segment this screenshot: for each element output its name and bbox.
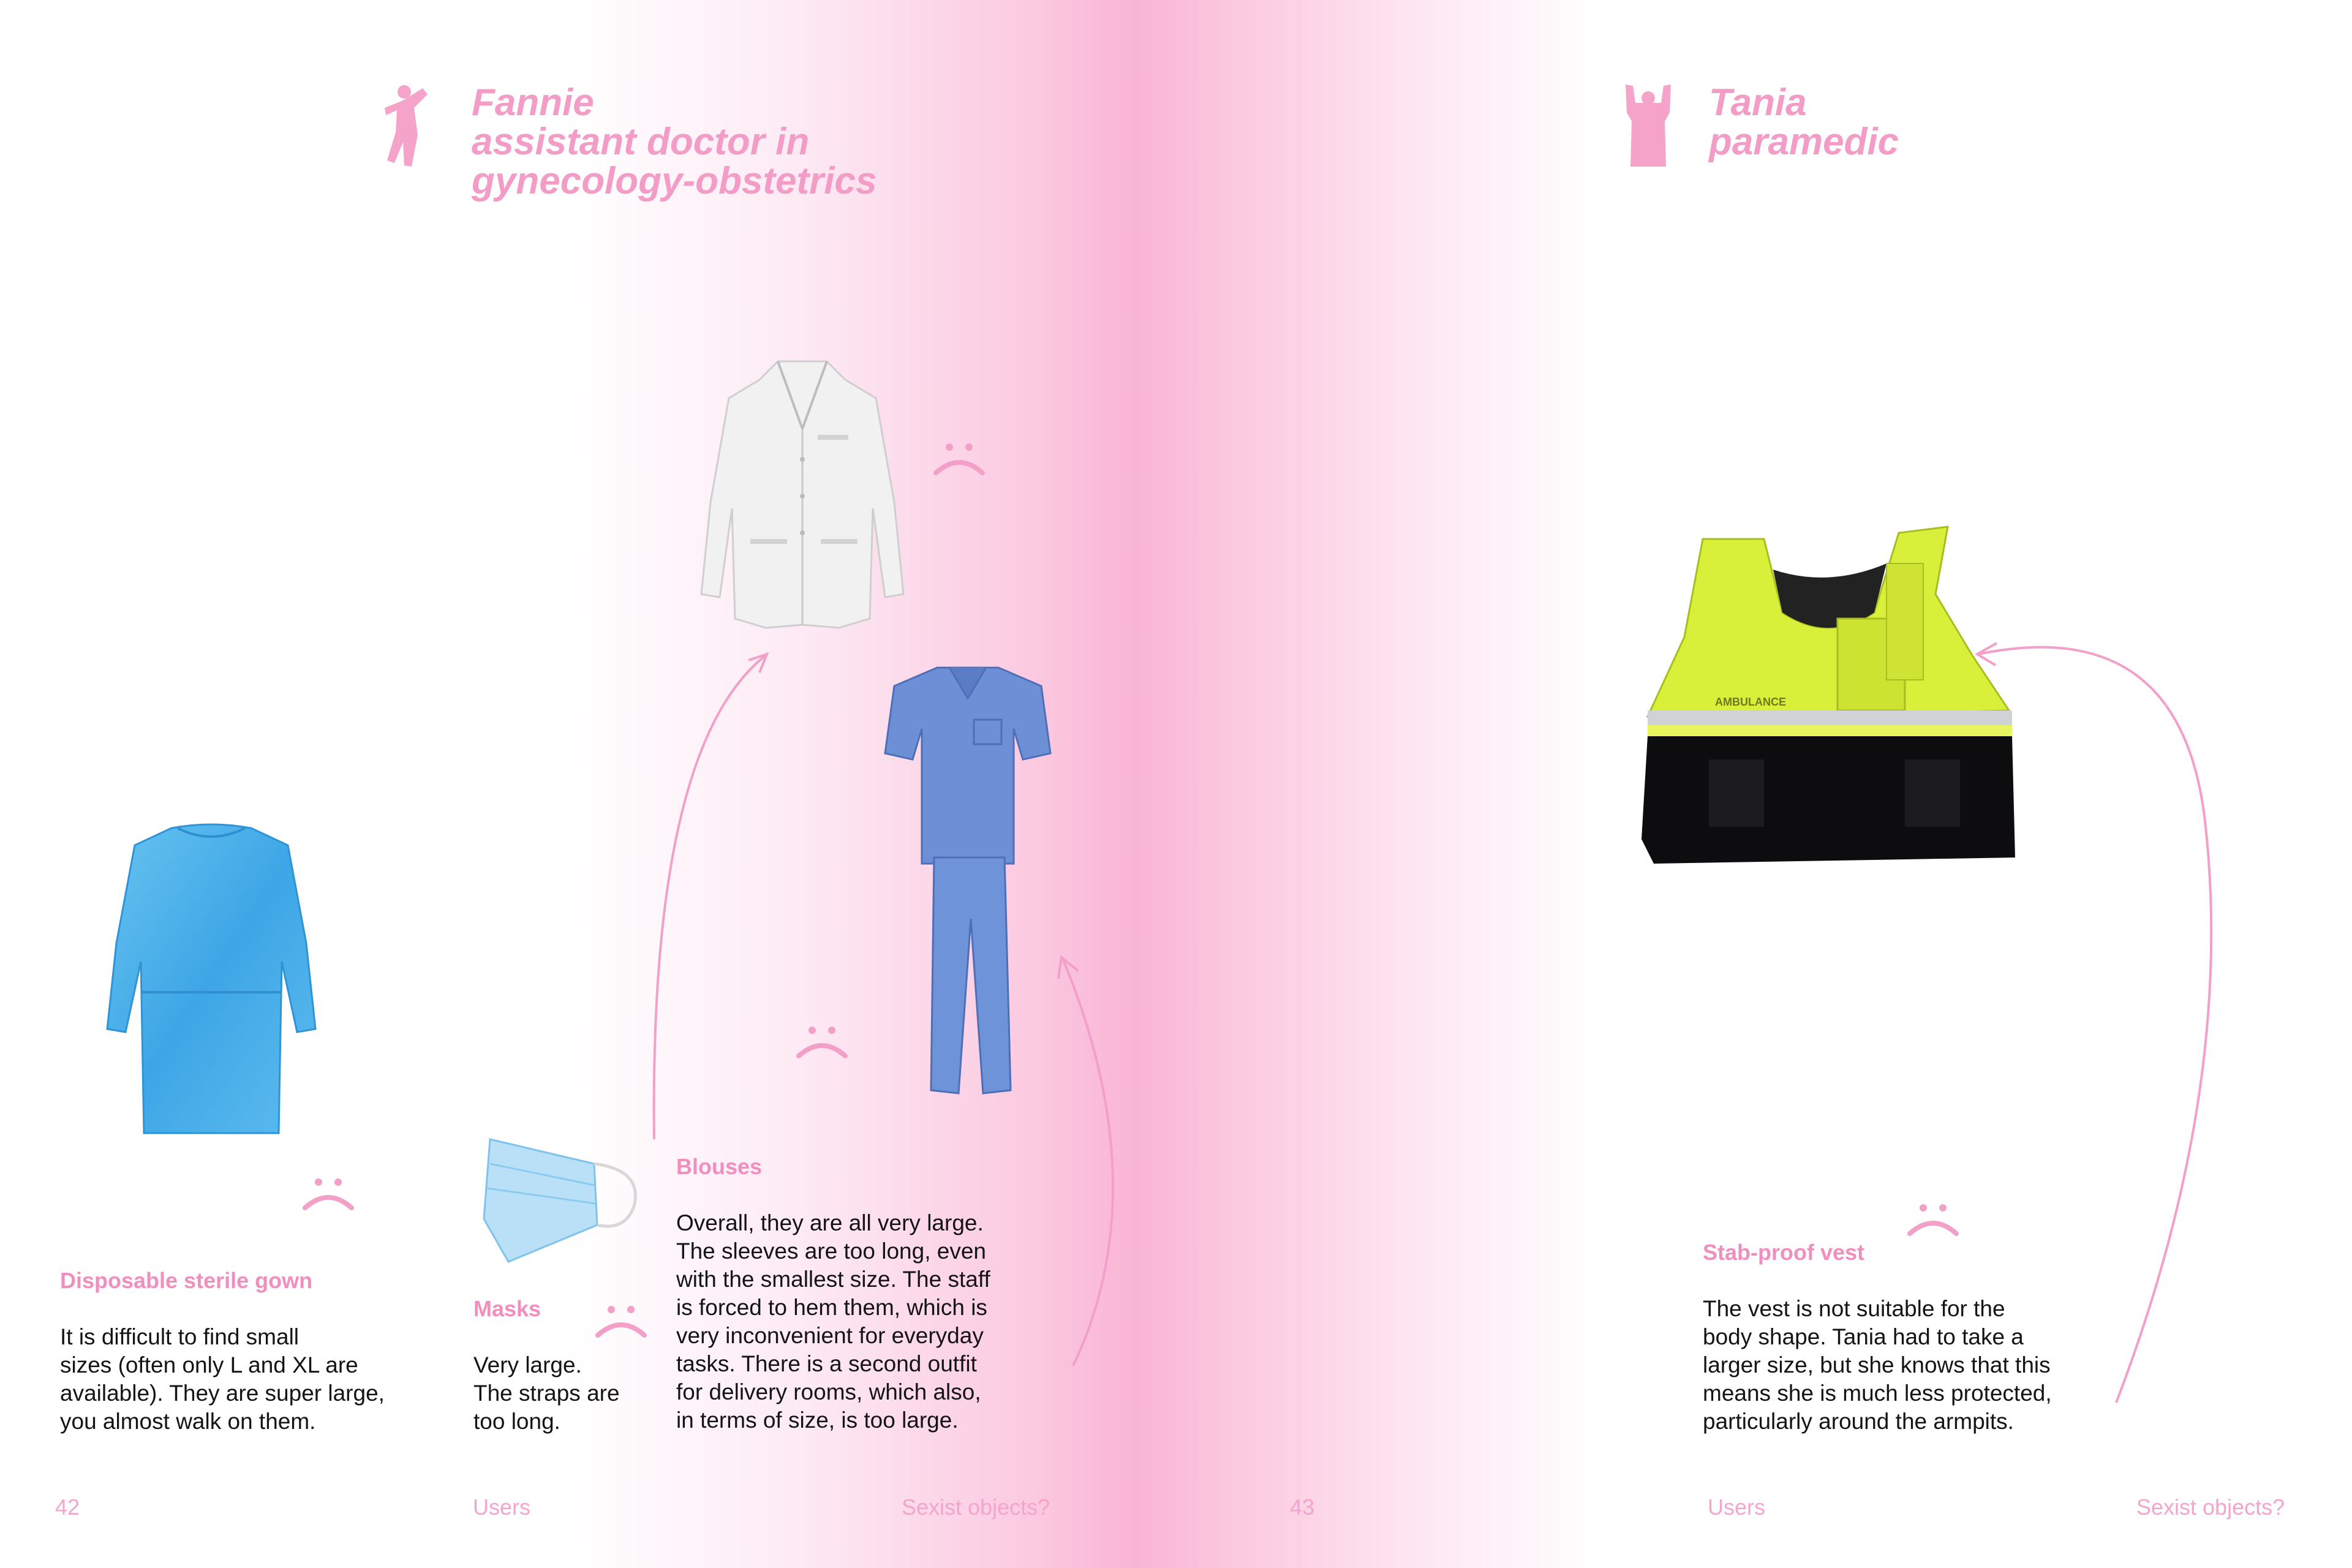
masks-label: Masks	[473, 1296, 541, 1321]
text-line: sizes (often only L and XL are	[60, 1352, 358, 1378]
text-line: in terms of size, is too large.	[676, 1408, 959, 1433]
text-line: available). They are super large,	[60, 1381, 385, 1406]
text-line: Very large.	[473, 1352, 582, 1378]
text-line: very inconvenient for everyday	[676, 1323, 984, 1348]
text-line: tasks. There is a second outfit	[676, 1351, 977, 1376]
title-line: gynecology-obstetrics	[472, 160, 877, 202]
section-name: Users	[473, 1494, 531, 1520]
text-line: for delivery rooms, which also,	[676, 1379, 981, 1404]
title-line: paramedic	[1709, 121, 1899, 163]
text-line: too long.	[473, 1409, 560, 1434]
text-line: you almost walk on them.	[60, 1409, 316, 1434]
text-line: particularly around the armpits.	[1703, 1409, 2014, 1434]
page-number: 43	[1290, 1494, 1315, 1520]
vest-description	[1703, 1295, 2052, 1436]
text-line: with the smallest size. The staff	[676, 1267, 990, 1292]
page-number: 42	[55, 1494, 80, 1520]
text-line: body shape. Tania had to take a	[1703, 1324, 2024, 1349]
blouses-label: Blouses	[676, 1154, 763, 1179]
text-line: It is difficult to find small	[60, 1324, 300, 1349]
book-title: Sexist objects?	[2136, 1494, 2285, 1520]
title-line: Fannie	[472, 81, 594, 124]
text-line: Overall, they are all very large.	[676, 1210, 984, 1235]
text-line: is forced to hem them, which is	[676, 1295, 987, 1320]
text-line: larger size, but she knows that this	[1703, 1352, 2051, 1378]
section-name: Users	[1708, 1494, 1766, 1520]
book-title: Sexist objects?	[902, 1494, 1050, 1520]
text-line: The vest is not suitable for the	[1703, 1296, 2005, 1321]
text-line: means she is much less protected,	[1703, 1381, 2052, 1406]
title-line: assistant doctor in	[472, 121, 810, 163]
title-line: Tania	[1709, 81, 1807, 124]
gown-label: Disposable sterile gown	[60, 1268, 313, 1293]
vest-label: Stab-proof vest	[1703, 1240, 1865, 1265]
ambulance-patch: AMBULANCE	[1715, 696, 1786, 708]
text-line: The straps are	[473, 1381, 620, 1406]
text-line: The sleeves are too long, even	[676, 1238, 986, 1264]
